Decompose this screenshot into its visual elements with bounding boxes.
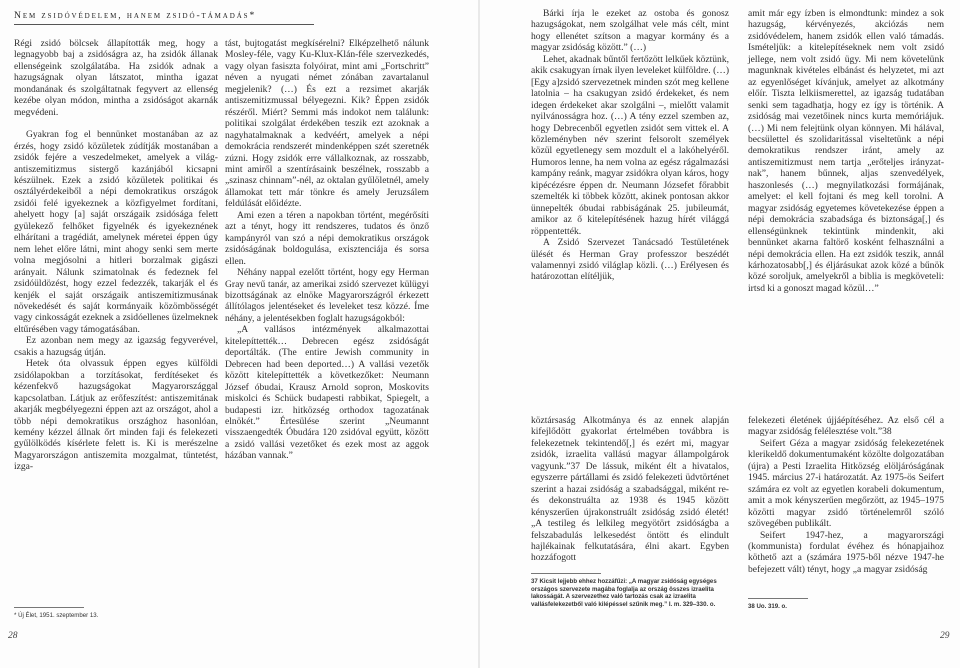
footnote-rule <box>14 607 84 608</box>
paragraph: Lehet, akadnak bűntől fertőzött lelkűek köztünk, akik csakugyan írnak ilyen leveleket külföldre. (…) [Egy a]zsidó szervezetnek minden szót meg kellene latolnia – ha csakugyan zsidó érdekeket, és nem idegen érdekeket akar szolgálni –, mielőtt valamit nyilvánosságra hoz. (…) A tény ezzel szemben az, hogy Debrecenből egyetlen zsidót sem vittek el. A közleményben név szerint felsorolt személyek közül egyetlenegy sem mozdult el a lakóhelyéről. Humoros lenne, ha nem volna az egész rágalmazási kampány reánk, magyar zsidókra olyan káros, hogy kipécézésre éppen dr. Neumann Józsefet főrabbit szemelték ki többek között, akinek pontosan akkor ünnepelték óbudai rabbiságának 25. jubileumát, amikor az ő kitelepítésének hazug hírét világgá röppentették. <box>531 53 729 237</box>
paragraph: Seifert 1947-hez, a magyarországi (kommunista) fordulat évéhez és hónapjaihoz köthető azt a (számára 1975-ből nézve 1947-he befejezett vált) tényt, hogy „a magyar zsidóság <box>748 529 944 575</box>
paragraph: A Zsidó Szervezet Tanácsadó Testületének ülését és Herman Gray professzor beszédét valamennyi zsidó világlap közli. (…) Erélyesen és határozottan elítéljük, <box>531 237 729 283</box>
footnote-rule <box>531 573 601 574</box>
section-title <box>14 10 314 25</box>
title-rule <box>14 24 314 25</box>
page-number-right: 29 <box>940 631 950 641</box>
column-4 <box>748 8 944 294</box>
column-3-lower <box>531 415 729 564</box>
footnote-37 <box>531 578 729 608</box>
paragraph: Seifert Géza a magyar zsidóság felekezetének klerikeldő dokumentumaként közölte dolgozatában (újra) a Pesti Izraelita Hitközség elöljáróságának 1945. március 27-i határozatát. Az 1975-ös Seifert számára ez volt az egyetlen korabeli dokumentum, amit a mok kényszerűen megőrzött, az 1945–1975 közötti magyar zsidó történelemről szóló szövegében publikált. <box>748 437 944 530</box>
paragraph: köztársaság Alkotmánya és az ennek alapján kifejlődött gyakorlat értelmében továbbra is felekezetnek tekintendő[,] és ezért mi, magyar zsidók, izraelita vallású magyar állampolgárok vagyunk.”37 De lássuk, miként élt a hivatalos, egyszerre pártállami és zsidó felekezeti üdvtörténet szerint a hazai zsidóság a szabadsággal, miként re- és dekonstruálta az 1938 és 1945 között kényszerűen újrakonstruált zsidóság zsidó életét! „A testileg és lelkileg megyötört zsidóságba a felszabadulás lelkesedést öntött és elindult hajlékainak felkutatására, élni akart. Egyben hozzáfogott <box>531 415 729 564</box>
footnote-38: 38 Uo. 319. o. <box>748 603 787 610</box>
paragraph: „A vallásos intézmények alkalmazottai kitelepíttették… Debrecen egész zsidóságát deportálták. (The entire Jewish community in Debrecen had been deported…) A vallási vezetők között kitelepíttették a következőket: Neumann József óbudai, Krausz Arnold sopron, Moskovits miskolci és Schück budapesti rabbikat, Spiegelt, a budapesti izr. hitközség orthodox tagozatának elnökét.” Értesülése szerint „Neumannt visszaengedték Óbudára 120 zsidóval együtt, között a zsidó vallási vezetőket és ezek most az aggok házában vannak.” <box>225 324 429 462</box>
footnote-star: * Új Élet, 1951. szeptember 13. <box>14 612 99 619</box>
page-number-left: 28 <box>8 631 18 641</box>
paragraph: Gyakran fog el bennünket mostanában az az érzés, hogy zsidó közületek zúdítják mostanában a zsidók fejére a veszedelmeket, amelyek a világ-antiszemitizmus sistergő kazánjából kicsapni készülnek. Ezek a zsidó közületek politikai és osztályérdekeiből a népi demokratikus országok zsidói felé igyekeznek a közfigyelmet fordítani, ahelyett hogy [a] saját országaik zsidósága felett gyülekező felhőket figyelnék és igyekeznének elhárítani a tragédiát, amelynek méretei éppen úgy nem lehet előre látni, mint ahogy senki sem merte volna megjósolni a hitleri borzalmak gigászi arányait. Nálunk szimatolnak és fedeznek fel zsidóüldözést, hogy ezzel fedezzék, takarják el és kenjék el saját országaik antiszemitizmusának növekedését és saját kormányaik közömbösségét vagy cinkosságát ezeknek a zsidóellenes üzelmeknek eltűrésében vagy támogatásában. <box>14 129 218 335</box>
paragraph: Ez azonban nem megy az igazság fegyverével, csakis a hazugság útján. <box>14 335 218 358</box>
footnote-37-number: 37 <box>531 578 538 585</box>
section-title-text: Nem zsidóvédelem, hanem zsidó-támadás* <box>14 10 257 21</box>
column-4-lower <box>748 415 944 575</box>
column-3 <box>531 8 729 283</box>
column-1 <box>14 38 218 473</box>
paragraph: felekezeti életének újjáépítéséhez. Az első cél a magyar zsidóság felélesztése volt.”38 <box>748 415 944 438</box>
right-page <box>480 0 960 668</box>
column-2 <box>225 38 429 462</box>
footnote-37-text: Kicsit lejjebb ehhez hozzáfűzi: „A magyar zsidóság egységes országos szervezete magába foglalja az ország összes izraelita lakosságát. A szervezethez való tartozás csak az izraelita vallásfelekezetből való kilépéssel szűnik meg.” I. m. 329–330. o. <box>531 578 717 608</box>
paragraph: amit már egy ízben is elmondtunk: mindez a sok hazugság, kérvényezés, akciózás nem zsidóvédelem, hanem zsidók ellen való támadás. Ismételjük: a kitelepítéseknek nem volt zsidó jellege, nem volt zsidó ügy. Mi nem követelünk magunknak kivételes elbánást és helyzetet, mi azt az egyenlőséget kívánjuk, amelyet az alkotmány előír. Tiszta lelkiismerettel, az igazság tudatában senki sem tagadhatja, hogy ez így is történik. A zsidóság mai vezetőinek nincs kurta memóriájuk. (…) Mi nem felejtünk olyan könnyen. Mi hálával, becsülettel és szolidaritással viseltetünk a népi demokratikus rendszer iránt, amely az antiszemitizmust nem tartja „erőteljes irányzatnak”, hanem bűnnek, aljas szenvedélyek, haszonlesés (…) megnyilatkozási formájának, amelyet: el kell fojtani és meg kell torolni. A magyar zsidóság egyetemes követekezése éppen a népi demokrácia szabadsága és biztonsága[,] és ellenségünknek tekintünk mindenkit, aki bennünket akarna faltörő kosként felhasználni a népi demokrácia ellen. Ha ezt zsidók teszik, annál kárhozatosabb[,] és éljárásukat azok közé a bűnök közé soroljuk, amelyekről a biblia is megköveteli: irtsd ki a gonoszt magad közül…” <box>748 8 944 294</box>
paragraph: Régi zsidó bölcsek állapították meg, hogy a legnagyobb baj a zsidóságra az, ha zsidók állanak ellenségeink szolgálatába. Ha zsidók adnak a hazugságnak olyan látszatot, mintha igazat mondanának és szolgáltatnak fegyvert az ellenség kezébe olyan módon, mintha a zsidóságot akarnák megvédeni. <box>14 38 218 118</box>
paragraph: tást, bujtogatást megkísérelni? Elképzelhető nálunk Mosley-féle, vagy Ku-Klux-Klán-féle szervezkedés, vagy olyan fasiszta folyóirat, mint ami „Fortschritt” néven a nyugati német zónában zavartalanul megjelenik? (…) És ezt a rezsimet akarják antiszemitizmussal bélyegezni. Kik? Éppen zsidók részéről. Miért? Semmi más indokot nem találunk: politikai szolgálat érdekében teszik ezt azoknak a nagyhatalmaknak a kedvéért, amelyek a népi demokrácia rendszerét mindenképpen szét szeretnék zúzni. Hogy zsidók erre vállalkoznak, az rosszabb, mint amiről a szentírásaink beszélnek, rosszabb a „szinasz chinnam”-nél, az oktalan gyűlöletnél, amely államokat tett már tönkre és amely Jeruzsálem feldúlását előidézte. <box>225 38 429 210</box>
paragraph: Bárki írja le ezeket az ostoba és gonosz hazugságokat, nem szolgálhat vele más célt, mint hogy ellenétet szítson a magyar kormány és a magyar zsidóság között.” (…) <box>531 8 729 54</box>
footnote-rule <box>748 598 808 599</box>
paragraph: Hetek óta olvassuk éppen egyes külföldi zsidólapokban a torzításokat, ferdítéseket és kézenfekvő hazugságokat Magyarországgal kapcsolatban. Látjuk az erőfeszítést: antiszemitának akarják megbélyegezni éppen azt az országot, ahol a több népi demokratikus országhoz hasonlóan, kemény kézzel állnak őrt minden faji és felekezeti gyűlölködés kísérlete felett is. Ki is merészelne Magyarországon antiszemita mozgalmat, tüntetést, izga- <box>14 358 218 473</box>
paragraph: Ami ezen a téren a napokban történt, megérősíti azt a tényt, hogy itt rendszeres, tudatos és önző kampányról van szó a népi demokratikus országok zsidóságának boldogulása, exisztenciája és sorsa ellen. <box>225 209 429 267</box>
paragraph: Néhány nappal ezelőtt történt, hogy egy Herman Gray nevű tanár, az amerikai zsidó szervezet külügyi bizottságának az elnöke Magyarországról érkezett állítólagos jelentéseket és leveleket tesz közzé. Íme néhány, a jelentésekben foglalt hazugságokból: <box>225 267 429 324</box>
